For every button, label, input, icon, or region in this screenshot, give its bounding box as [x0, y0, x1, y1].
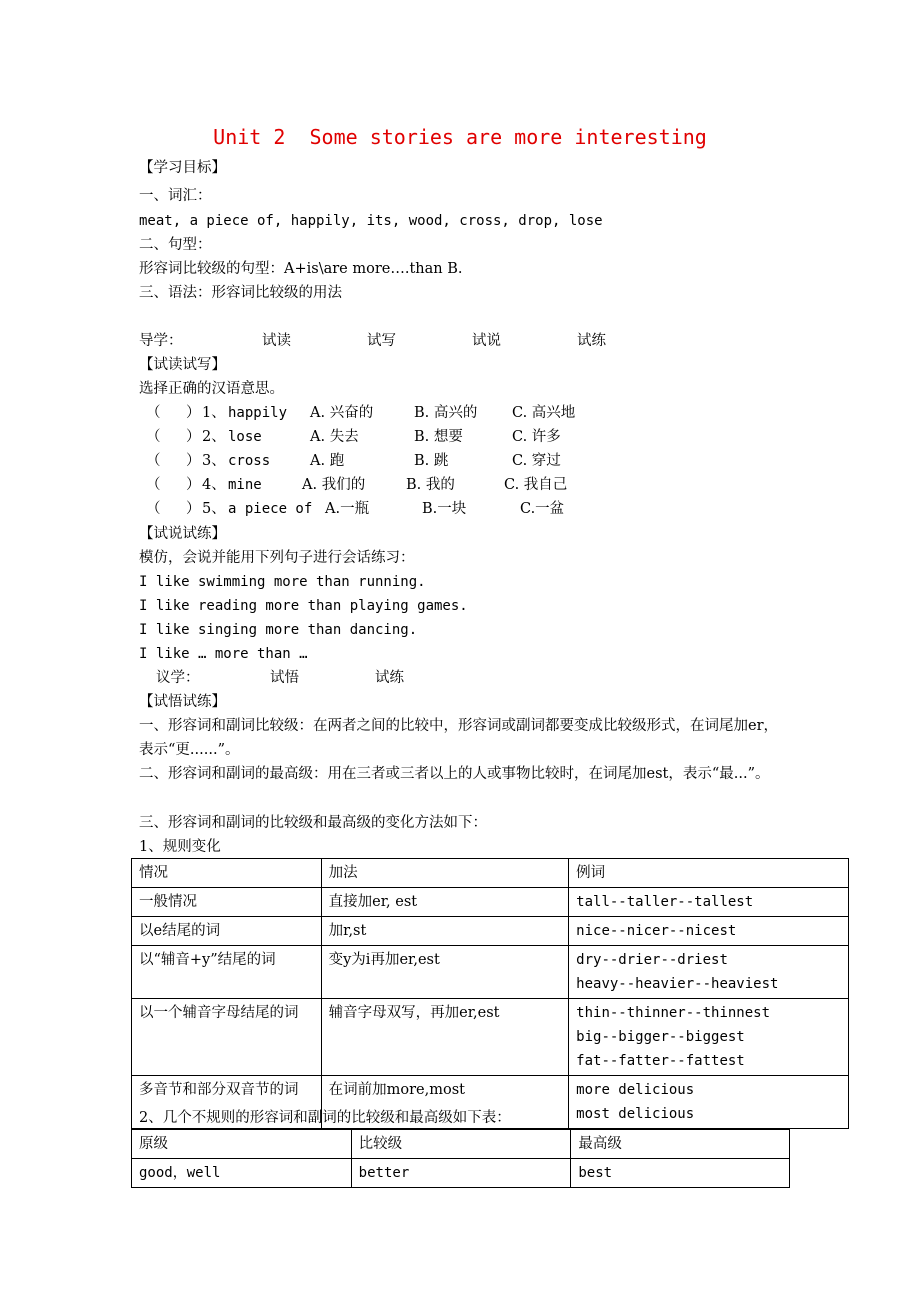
practice-sentence: I like … more than … [139, 646, 308, 662]
method-cell: 辅音字母双写，再加er,est [321, 999, 569, 1076]
example-word: heavy--heavier--heaviest [576, 976, 779, 992]
table-row [132, 999, 849, 1076]
quiz-number: 3、 [202, 453, 226, 469]
grammar-objective: 三、语法：形容词比较级的用法 [139, 285, 342, 301]
comparative-cell: better [351, 1159, 571, 1188]
answer-blank-open[interactable]: （ [146, 405, 161, 421]
example-word: more delicious [576, 1082, 695, 1098]
superlative-cell: best [571, 1159, 790, 1188]
discuss-step: 试练 [375, 670, 404, 686]
example-word: thin--thinner--thinnest [576, 1005, 771, 1021]
objectives-heading: 【学习目标】 [139, 160, 226, 176]
method-cell: 直接加er, est [321, 888, 569, 917]
sentence-label: 二、句型： [139, 237, 212, 253]
guide-step: 试说 [472, 333, 501, 349]
case-cell: 多音节和部分双音节的词 [132, 1076, 322, 1129]
irregular-change-label: 2、几个不规则的形容词和副词的比较级和最高级如下表： [139, 1110, 511, 1126]
answer-blank-open[interactable]: （ [146, 477, 161, 493]
vocab-list: meat, a piece of, happily, its, wood, cross, drop, lose [139, 213, 603, 229]
quiz-number: 4、 [202, 477, 226, 493]
option-c: C. 我自己 [504, 477, 568, 493]
option-a: A. 兴奋的 [310, 405, 374, 421]
table-header: 最高级 [571, 1130, 790, 1159]
regular-change-table [131, 858, 849, 1129]
read-write-instruction: 选择正确的汉语意思。 [139, 381, 284, 397]
grammar-heading: 【试悟试练】 [139, 694, 226, 710]
example-word: big--bigger--biggest [576, 1029, 745, 1045]
method-cell: 变y为i再加er,est [321, 946, 569, 999]
option-b: B. 跳 [414, 453, 449, 469]
case-cell: 以一个辅音字母结尾的词 [132, 999, 322, 1076]
answer-blank-close: ） [186, 405, 201, 421]
option-b: B.一块 [422, 501, 467, 517]
page-title: Unit 2 Some stories are more interesting [213, 125, 707, 149]
example-word: tall--taller--tallest [576, 894, 754, 910]
regular-change-label: 1、规则变化 [139, 839, 221, 855]
example-cell [569, 946, 849, 999]
speak-practice-instruction: 模仿，会说并能用下列句子进行会话练习： [139, 550, 415, 566]
vocab-label: 一、词汇： [139, 188, 212, 204]
guide-label: 导学： [139, 333, 183, 349]
quiz-word: mine [228, 477, 262, 493]
quiz-word: happily [228, 405, 288, 421]
superlative-rule: 二、形容词和副词的最高级：用在三者或三者以上的人或事物比较时，在词尾加est，表示“最...”。 [139, 766, 770, 782]
option-b: B. 高兴的 [414, 405, 478, 421]
table-header-row [132, 1130, 790, 1159]
table-header-row [132, 859, 849, 888]
example-word: dry--drier--driest [576, 952, 728, 968]
option-a: A. 我们的 [302, 477, 366, 493]
table-row [132, 946, 849, 999]
answer-blank-close: ） [186, 501, 201, 517]
example-cell [569, 1076, 849, 1129]
quiz-word: cross [228, 453, 271, 469]
answer-blank-close: ） [186, 477, 201, 493]
quiz-number: 5、 [202, 501, 226, 517]
table-header: 比较级 [351, 1130, 571, 1159]
answer-blank-open[interactable]: （ [146, 453, 161, 469]
example-cell [569, 999, 849, 1076]
option-c: C. 高兴地 [512, 405, 576, 421]
table-header: 例词 [569, 859, 849, 888]
speak-practice-heading: 【试说试练】 [139, 526, 226, 542]
case-cell: 以e结尾的词 [132, 917, 322, 946]
answer-blank-open[interactable]: （ [146, 501, 161, 517]
comparative-rule: 一、形容词和副词比较级：在两者之间的比较中，形容词或副词都要变成比较级形式，在词尾加er，表示“更......”。 [139, 718, 779, 758]
practice-sentence: I like swimming more than running. [139, 574, 426, 590]
table-row [132, 888, 849, 917]
practice-sentence: I like reading more than playing games. [139, 598, 468, 614]
table-row [132, 917, 849, 946]
table-header: 加法 [321, 859, 569, 888]
example-word: fat--fatter--fattest [576, 1053, 745, 1069]
option-b: B. 我的 [406, 477, 455, 493]
irregular-table [131, 1129, 790, 1188]
table-header: 原级 [132, 1130, 352, 1159]
option-a: A.一瓶 [325, 501, 370, 517]
quiz-number: 2、 [202, 429, 226, 445]
read-write-heading: 【试读试写】 [139, 357, 226, 373]
practice-sentence: I like singing more than dancing. [139, 622, 418, 638]
example-word: nice--nicer--nicest [576, 923, 737, 939]
option-c: C. 许多 [512, 429, 561, 445]
guide-step: 试练 [577, 333, 606, 349]
case-cell: 一般情况 [132, 888, 322, 917]
table-header: 情况 [132, 859, 322, 888]
quiz-number: 1、 [202, 405, 226, 421]
quiz-word: a piece of [228, 501, 313, 517]
option-a: A. 跑 [310, 453, 345, 469]
guide-step: 试读 [262, 333, 291, 349]
example-cell [569, 888, 849, 917]
quiz-word: lose [228, 429, 262, 445]
example-cell [569, 917, 849, 946]
discuss-step: 试悟 [270, 670, 299, 686]
guide-step: 试写 [367, 333, 396, 349]
example-word: most delicious [576, 1106, 695, 1122]
change-methods-intro: 三、形容词和副词的比较级和最高级的变化方法如下： [139, 815, 487, 831]
sentence-pattern: 形容词比较级的句型：A+is\are more….than B. [139, 261, 463, 277]
answer-blank-open[interactable]: （ [146, 429, 161, 445]
table-row [132, 1159, 790, 1188]
method-cell: 加r,st [321, 917, 569, 946]
case-cell: 以“辅音+y”结尾的词 [132, 946, 322, 999]
method-cell: 在词前加more,most [321, 1076, 569, 1129]
discuss-label: 议学： [156, 670, 200, 686]
base-form-cell: good，well [132, 1159, 352, 1188]
option-c: C.一盆 [520, 501, 565, 517]
answer-blank-close: ） [186, 453, 201, 469]
answer-blank-close: ） [186, 429, 201, 445]
option-c: C. 穿过 [512, 453, 561, 469]
option-b: B. 想要 [414, 429, 463, 445]
option-a: A. 失去 [310, 429, 359, 445]
